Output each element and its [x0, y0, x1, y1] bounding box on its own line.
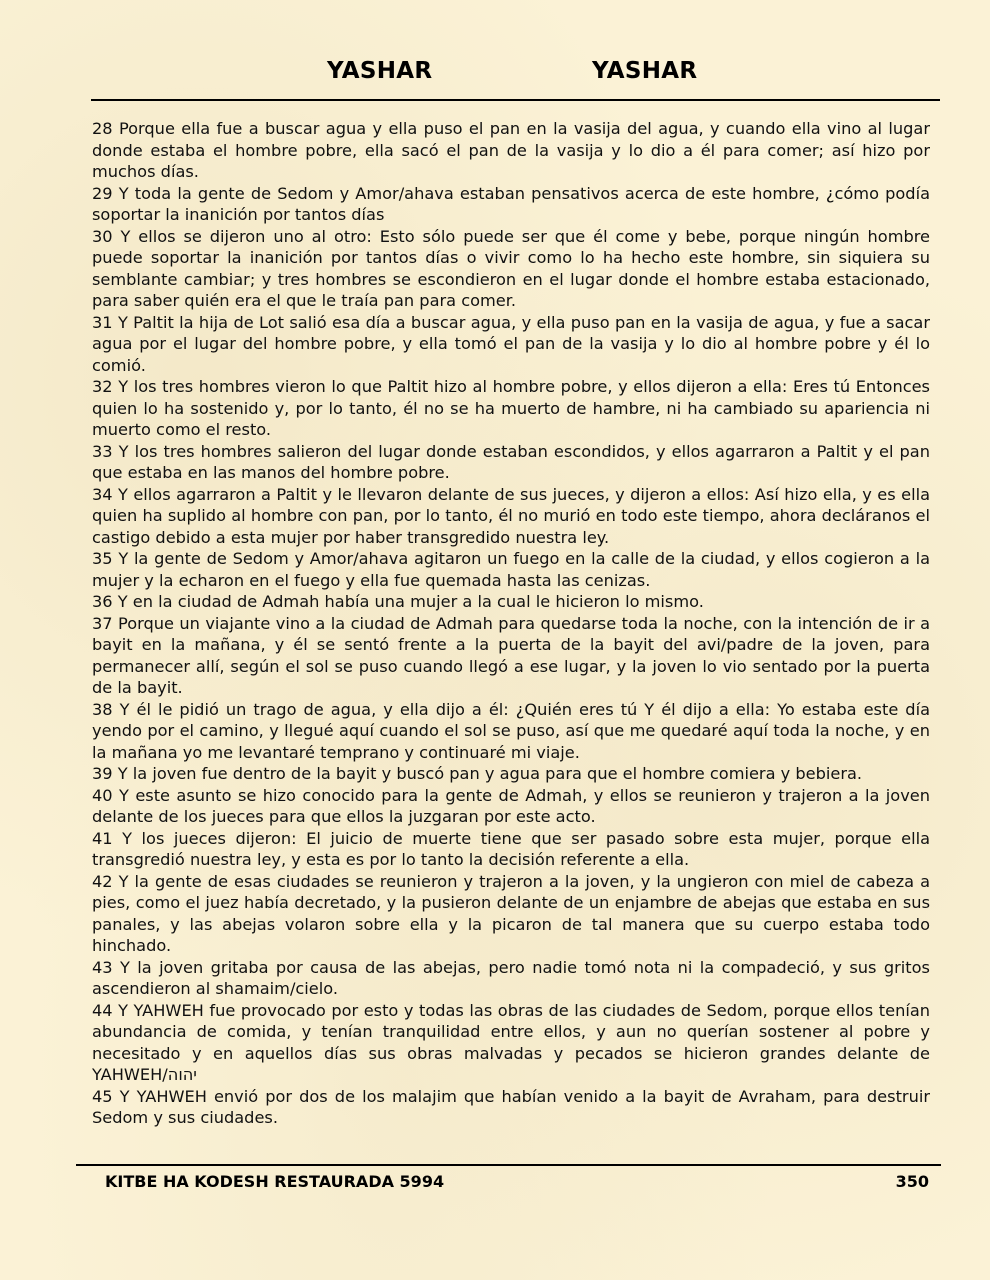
page-header	[0, 58, 990, 92]
verse-34: 34 Y ellos agarraron a Paltit y le llevaron delante de sus jueces, y dijeron a ellos: Así hizo ella, y es ella quien ha suplido al hombre con pan, por lo tanto, él no murió en todo este tiempo, ahora decláranos el castigo debido a esta mujer por haber transgredido nuestra ley.	[92, 484, 930, 547]
verse-28: 28 Porque ella fue a buscar agua y ella puso el pan en la vasija del agua, y cuando ella vino al lugar donde estaba el hombre pobre, ella sacó el pan de la vasija y lo dio a él para comer; así hizo por muchos días.	[92, 119, 930, 181]
verse-44: 44 Y YAHWEH fue provocado por esto y todas las obras de las ciudades de Sedom, porque ellos tenían abundancia de comida, y tenían tranquilidad entre ellos, y aun no querían sostener al pobre y necesitado y en aquellos días sus obras malvadas y pecados se hicieron grandes delante de YAHWEH/יהוה	[92, 1000, 930, 1084]
verse-40: 40 Y este asunto se hizo conocido para la gente de Admah, y ellos se reunieron y trajeron a la joven delante de los jueces para que ellos la juzgaran por este acto.	[92, 785, 930, 826]
verse-33: 33 Y los tres hombres salieron del lugar donde estaban escondidos, y ellos agarraron a Paltit y el pan que estaba en las manos del hombre pobre.	[92, 441, 930, 482]
verse-42: 42 Y la gente de esas ciudades se reunieron y trajeron a la joven, y la ungieron con miel de cabeza a pies, como el juez había decretado, y la pusieron delante de un enjambre de abejas que estaba en sus panales, y las abejas volaron sobre ella y la picaron de tal manera que su cuerpo estaba todo hinchado.	[92, 871, 930, 955]
verse-32: 32 Y los tres hombres vieron lo que Paltit hizo al hombre pobre, y ellos dijeron a ella: Eres tú Entonces quien lo ha sostenido y, por lo tanto, él no se ha muerto de hambre, ni ha cambiado su apariencia ni muerto como el resto.	[92, 377, 930, 439]
verse-38: 38 Y él le pidió un trago de agua, y ella dijo a él: ¿Quién eres tú Y él dijo a ella: Yo estaba este día yendo por el camino, y llegué aquí cuando el sol se puso, así que me quedaré aquí toda la noche, y en la mañana yo me levantaré temprano y continuaré mi viaje.	[92, 699, 930, 762]
header-divider	[91, 99, 940, 101]
footer-page-number: 350	[895, 1172, 929, 1191]
footer-divider	[76, 1164, 941, 1166]
verse-30: 30 Y ellos se dijeron uno al otro: Esto sólo puede ser que él come y bebe, porque ningún hombre puede soportar la inanición por tantos días o vivir como lo ha hecho este hombre, sin siquiera su semblante cambiar; y tres hombres se escondieron en el lugar donde el hombre estaba estacionado, para saber quién era el que le traía pan para comer.	[92, 226, 930, 310]
verse-37: 37 Porque un viajante vino a la ciudad de Admah para quedarse toda la noche, con la intención de ir a bayit en la mañana, y él se sentó frente a la puerta de la bayit del avi/padre de la joven, para permanecer allí, según el sol se puso cuando llegó a ese lugar, y la joven lo vio sentado por la puerta de la bayit.	[92, 613, 930, 697]
verse-45: 45 Y YAHWEH envió por dos de los malajim que habían venido a la bayit de Avraham, para destruir Sedom y sus ciudades.	[92, 1086, 930, 1127]
verse-39: 39 Y la joven fue dentro de la bayit y buscó pan y agua para que el hombre comiera y bebiera.	[92, 764, 863, 783]
verse-29: 29 Y toda la gente de Sedom y Amor/ahava estaban pensativos acerca de este hombre, ¿cómo podía soportar la inanición por tantos días	[92, 183, 930, 224]
footer-book-title: KITBE HA KODESH RESTAURADA 5994	[105, 1172, 445, 1191]
verse-31: 31 Y Paltit la hija de Lot salió esa día a buscar agua, y ella puso pan en la vasija de agua, y fue a sacar agua por el lugar del hombre pobre, y ella tomó el pan de la vasija y lo dio al hombre pobre y él lo comió.	[92, 312, 930, 375]
verse-43: 43 Y la joven gritaba por causa de las abejas, pero nadie tomó nota ni la compadeció, y sus gritos ascendieron al shamaim/cielo.	[92, 957, 930, 998]
verse-41: 41 Y los jueces dijeron: El juicio de muerte tiene que ser pasado sobre esta mujer, porque ella transgredió nuestra ley, y esta es por lo tanto la decisión referente a ella.	[92, 828, 930, 869]
verse-35: 35 Y la gente de Sedom y Amor/ahava agitaron un fuego en la calle de la ciudad, y ellos cogieron a la mujer y la echaron en el fuego y ella fue quemada hasta las cenizas.	[92, 549, 930, 590]
header-title-left: YASHAR	[327, 58, 433, 84]
header-title-right: YASHAR	[592, 58, 698, 84]
verse-36: 36 Y en la ciudad de Admah había una mujer a la cual le hicieron lo mismo.	[92, 592, 704, 611]
verse-body	[92, 118, 930, 1158]
